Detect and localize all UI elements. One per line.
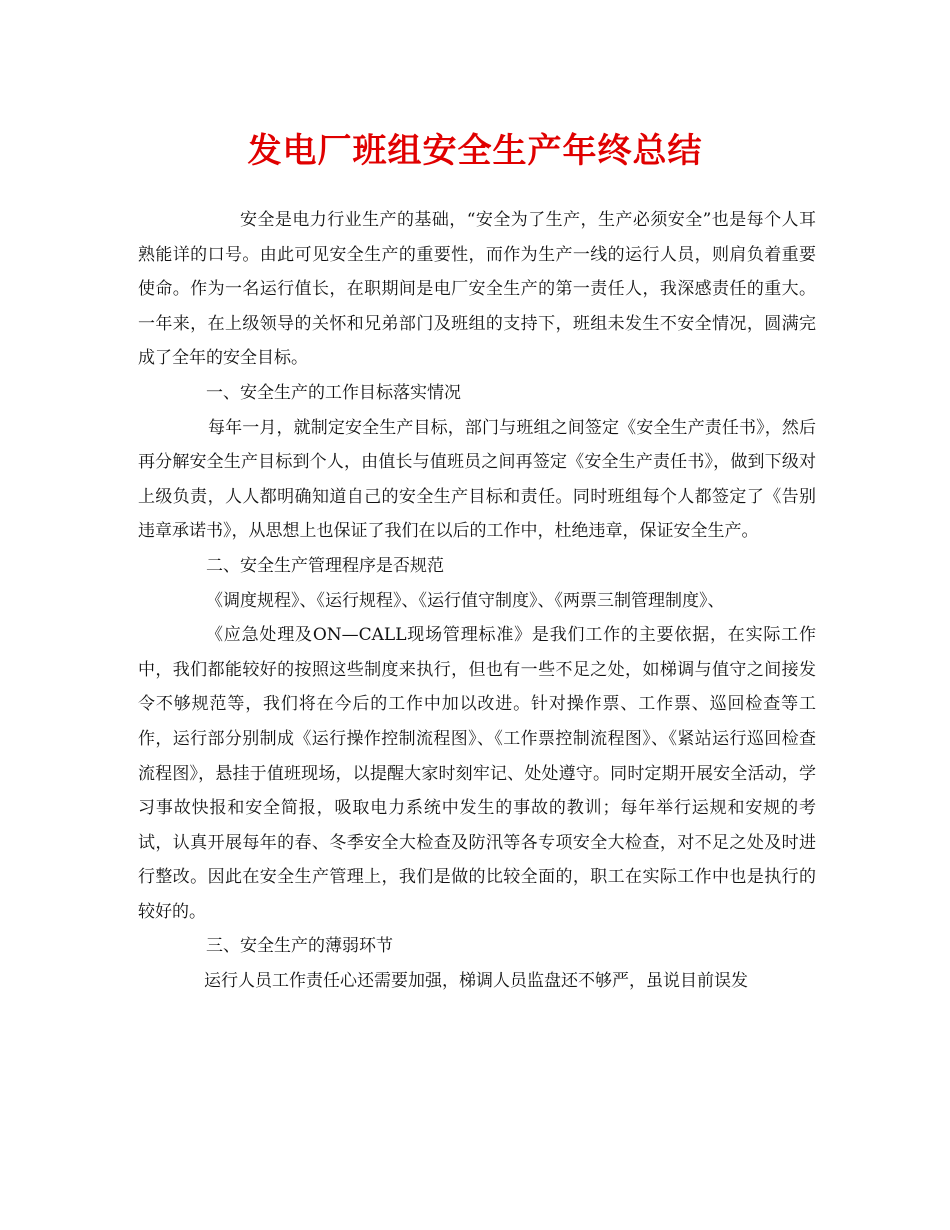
paragraph-intro: 安全是电力行业生产的基础，“安全为了生产，生产必须安全”也是每个人耳熟能详的口号。由此可见安全生产的重要性，而作为生产一线的运行人员，则肩负着重要使命。作为一名运行值长，在职期间是电厂安全生产的第一责任人，我深感责任的重大。一年来，在上级领导的关怀和兄弟部门及班组的支持下，班组未发生不安全情况，圆满完成了全年的安全目标。 — [138, 210, 816, 369]
section-heading-3: 三、安全生产的薄弱环节 — [206, 936, 393, 957]
paragraph-objectives: 每年一月，就制定安全生产目标，部门与班组之间签定《安全生产责任书》，然后再分解安全生产目标到个人，由值长与值班员之间再签定《安全生产责任书》，做到下级对上级负责，人人都明确知道自己的安全生产目标和责任。同时班组每个人都签定了《告别违章承诺书》，从思想上也保证了我们在以后的工作中，杜绝违章，保证安全生产。 — [138, 417, 816, 542]
document-title: 发电厂班组安全生产年终总结 — [247, 131, 703, 171]
paragraph-procedures: 《应急处理及ON—CALL现场管理标准》是我们工作的主要依据，在实际工作中，我们都能较好的按照这些制度来执行，但也有一些不足之处，如梯调与值守之间接发令不够规范等，我们将在今后的工作中加以改进。针对操作票、工作票、巡回检查等工作，运行部分别制成《运行操作控制流程图》、《工作票控制流程图》、《紧站运行巡回检查流程图》，悬挂于值班现场，以提醒大家时刻牢记、处处遵守。同时定期开展安全活动，学习事故快报和安全简报，吸取电力系统中发生的事故的教训；每年举行运规和安规的考试，认真开展每年的春、冬季安全大检查及防汛等各专项安全大检查，对不足之处及时进行整改。因此在安全生产管理上，我们是做的比较全面的，职工在实际工作中也是执行的较好的。 — [138, 625, 816, 922]
paragraph-regulations-list: 《调度规程》、《运行规程》、《运行值守制度》、《两票三制管理制度》、 — [206, 590, 725, 611]
section-heading-2: 二、安全生产管理程序是否规范 — [206, 555, 444, 576]
document-body — [138, 203, 816, 999]
section-heading-1: 一、安全生产的工作目标落实情况 — [206, 382, 461, 403]
paragraph-weak-points: 运行人员工作责任心还需要加强，梯调人员监盘还不够严，虽说目前误发 — [204, 971, 748, 992]
